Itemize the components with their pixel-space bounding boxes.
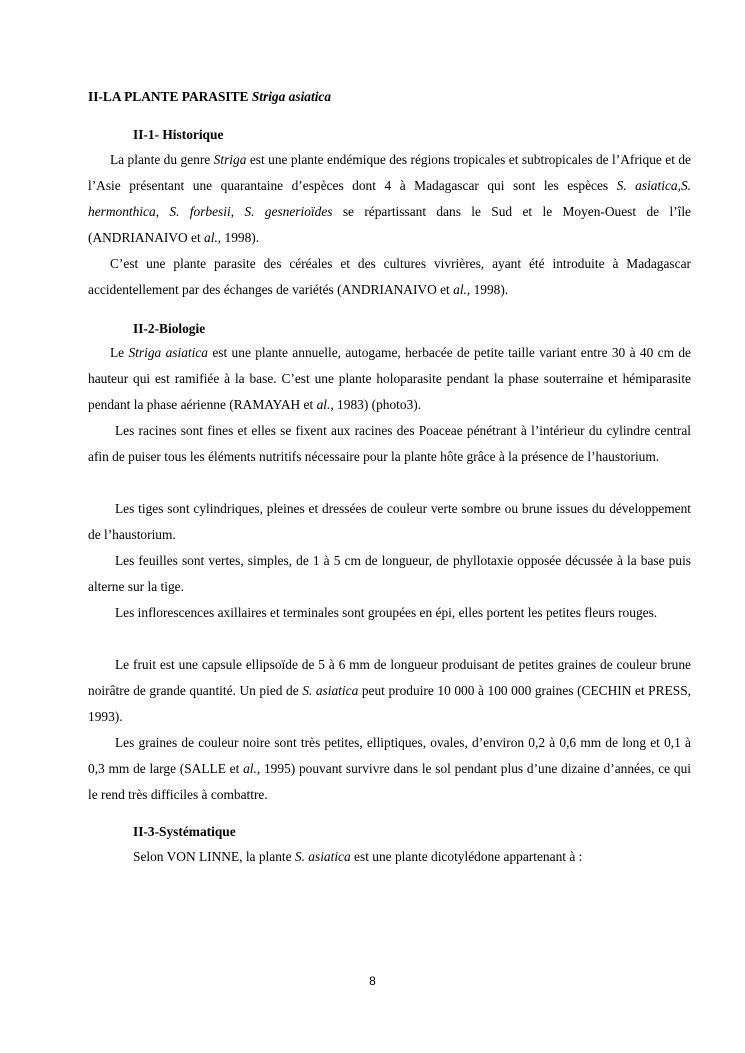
page-number: 8 [369, 974, 376, 988]
paragraph-biologie-4: Les feuilles sont vertes, simples, de 1 à 5 cm de longueur, de phyllotaxie opposée décussée à la base puis alterne sur la tige. [88, 553, 691, 594]
chapter-title: II-LA PLANTE PARASITE Striga asiatica [88, 89, 332, 104]
section-title-systematique: II-3-Systématique [133, 824, 236, 839]
paragraph-biologie-3: Les tiges sont cylindriques, pleines et dressées de couleur verte sombre ou brune issues du développement de l’haustorium. [88, 501, 691, 542]
paragraph-biologie-7: Les graines de couleur noire sont très petites, elliptiques, ovales, d’environ 0,2 à 0,6 mm de long et 0,1 à 0,3 mm de large (SALLE et al., 1995) pouvant survivre dans le sol pendant plus d’une dizaine d’années, ce qui le rend très difficiles à combattre. [88, 735, 692, 802]
paragraph-biologie-5: Les inflorescences axillaires et terminales sont groupées en épi, elles portent les petites fleurs rouges. [115, 605, 658, 620]
paragraph-historique-1: La plante du genre Striga est une plante endémique des régions tropicales et subtropicales de l’Afrique et de l’Asie présentant une quarantaine d’espèces dont 4 à Madagascar qui sont les espèces S. asiatica,S. hermonthica, S. forbesii, S. gesnerioïdes se répartissant dans le Sud et le Moyen-Ouest de l’île (ANDRIANAIVO et al., 1998). [88, 152, 692, 245]
paragraph-biologie-1: Le Striga asiatica est une plante annuelle, autogame, herbacée de petite taille variant entre 30 à 40 cm de hauteur qui est ramifiée à la base. C’est une plante holoparasite pendant la phase souterraine et hémiparasite pendant la phase aérienne (RAMAYAH et al., 1983) (photo3). [88, 345, 691, 412]
paragraph-biologie-6: Le fruit est une capsule ellipsoïde de 5 à 6 mm de longueur produisant de petites graines de couleur brune noirâtre de grande quantité. Un pied de S. asiatica peut produire 10 000 à 100 000 graines (CECHIN et PRESS, 1993). [88, 657, 691, 724]
section-title-historique: II-1- Historique [133, 127, 224, 142]
section-title-biologie: II-2-Biologie [133, 321, 206, 336]
paragraph-systematique-1: Selon VON LINNE, la plante S. asiatica est une plante dicotylédone appartenant à : [133, 849, 583, 864]
paragraph-historique-2: C’est une plante parasite des céréales et des cultures vivrières, ayant été introduite à Madagascar accidentellement par des échanges de variétés (ANDRIANAIVO et al., 1998). [88, 256, 691, 297]
paragraph-biologie-2: Les racines sont fines et elles se fixent aux racines des Poaceae pénétrant à l’intérieur du cylindre central afin de puiser tous les éléments nutritifs nécessaire pour la plante hôte grâce à la présence de l’haustorium. [88, 423, 691, 464]
